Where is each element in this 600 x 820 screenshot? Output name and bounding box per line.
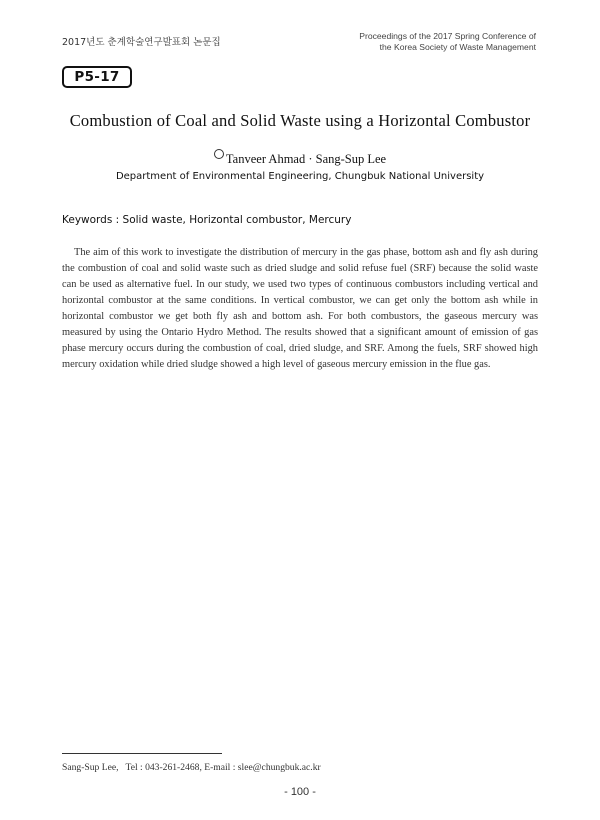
paper-id-badge: P5-17 — [62, 66, 132, 88]
authors-line — [0, 149, 600, 167]
affiliation: Department of Environmental Engineering, Chungbuk National University — [115, 171, 485, 182]
presenter-circle-icon — [214, 149, 224, 159]
authors-names: Tanveer Ahmad · Sang-Sup Lee — [225, 152, 387, 166]
running-header-left: 2017년도 춘계학술연구발표회 논문집 — [62, 37, 221, 48]
running-header-right-line1: Proceedings of the 2017 Spring Conference of — [359, 31, 536, 41]
running-header-right — [359, 31, 536, 53]
abstract-body: The aim of this work to investigate the distribution of mercury in the gas phase, bottom ash and fly ash during the combustion of coal and solid waste such as dried sludge and solid refuse fuel (SRF) because the solid waste can be used as alternative fuel. In our study, we used two types of continuous combustors including vertical and horizontal combustor at the same conditions. In vertical combustor, we can get only the bottom ash while in horizontal combustor we get both fly ash and bottom ash. For both combustors, the gaseous mercury was measured by using the Ontario Hydro Method. The results showed that a significant amount of emission of gas phase mercury occurs during the combustion of coal, dried sludge, and SRF. Among the fuels, SRF showed high mercury oxidation while dried sludge showed a high level of gaseous mercury emission in the flue gas. — [62, 247, 538, 370]
running-header-right-line2: the Korea Society of Waste Management — [379, 42, 536, 52]
footnote: Sang-Sup Lee, Tel : 043-261-2468, E-mail : slee@chungbuk.ac.kr — [62, 762, 321, 773]
keywords: Keywords : Solid waste, Horizontal combustor, Mercury — [62, 214, 352, 226]
footnote-divider — [62, 753, 222, 754]
paper-title: Combustion of Coal and Solid Waste using a Horizontal Combustor — [69, 111, 531, 130]
page-number: - 100 - — [284, 786, 316, 798]
